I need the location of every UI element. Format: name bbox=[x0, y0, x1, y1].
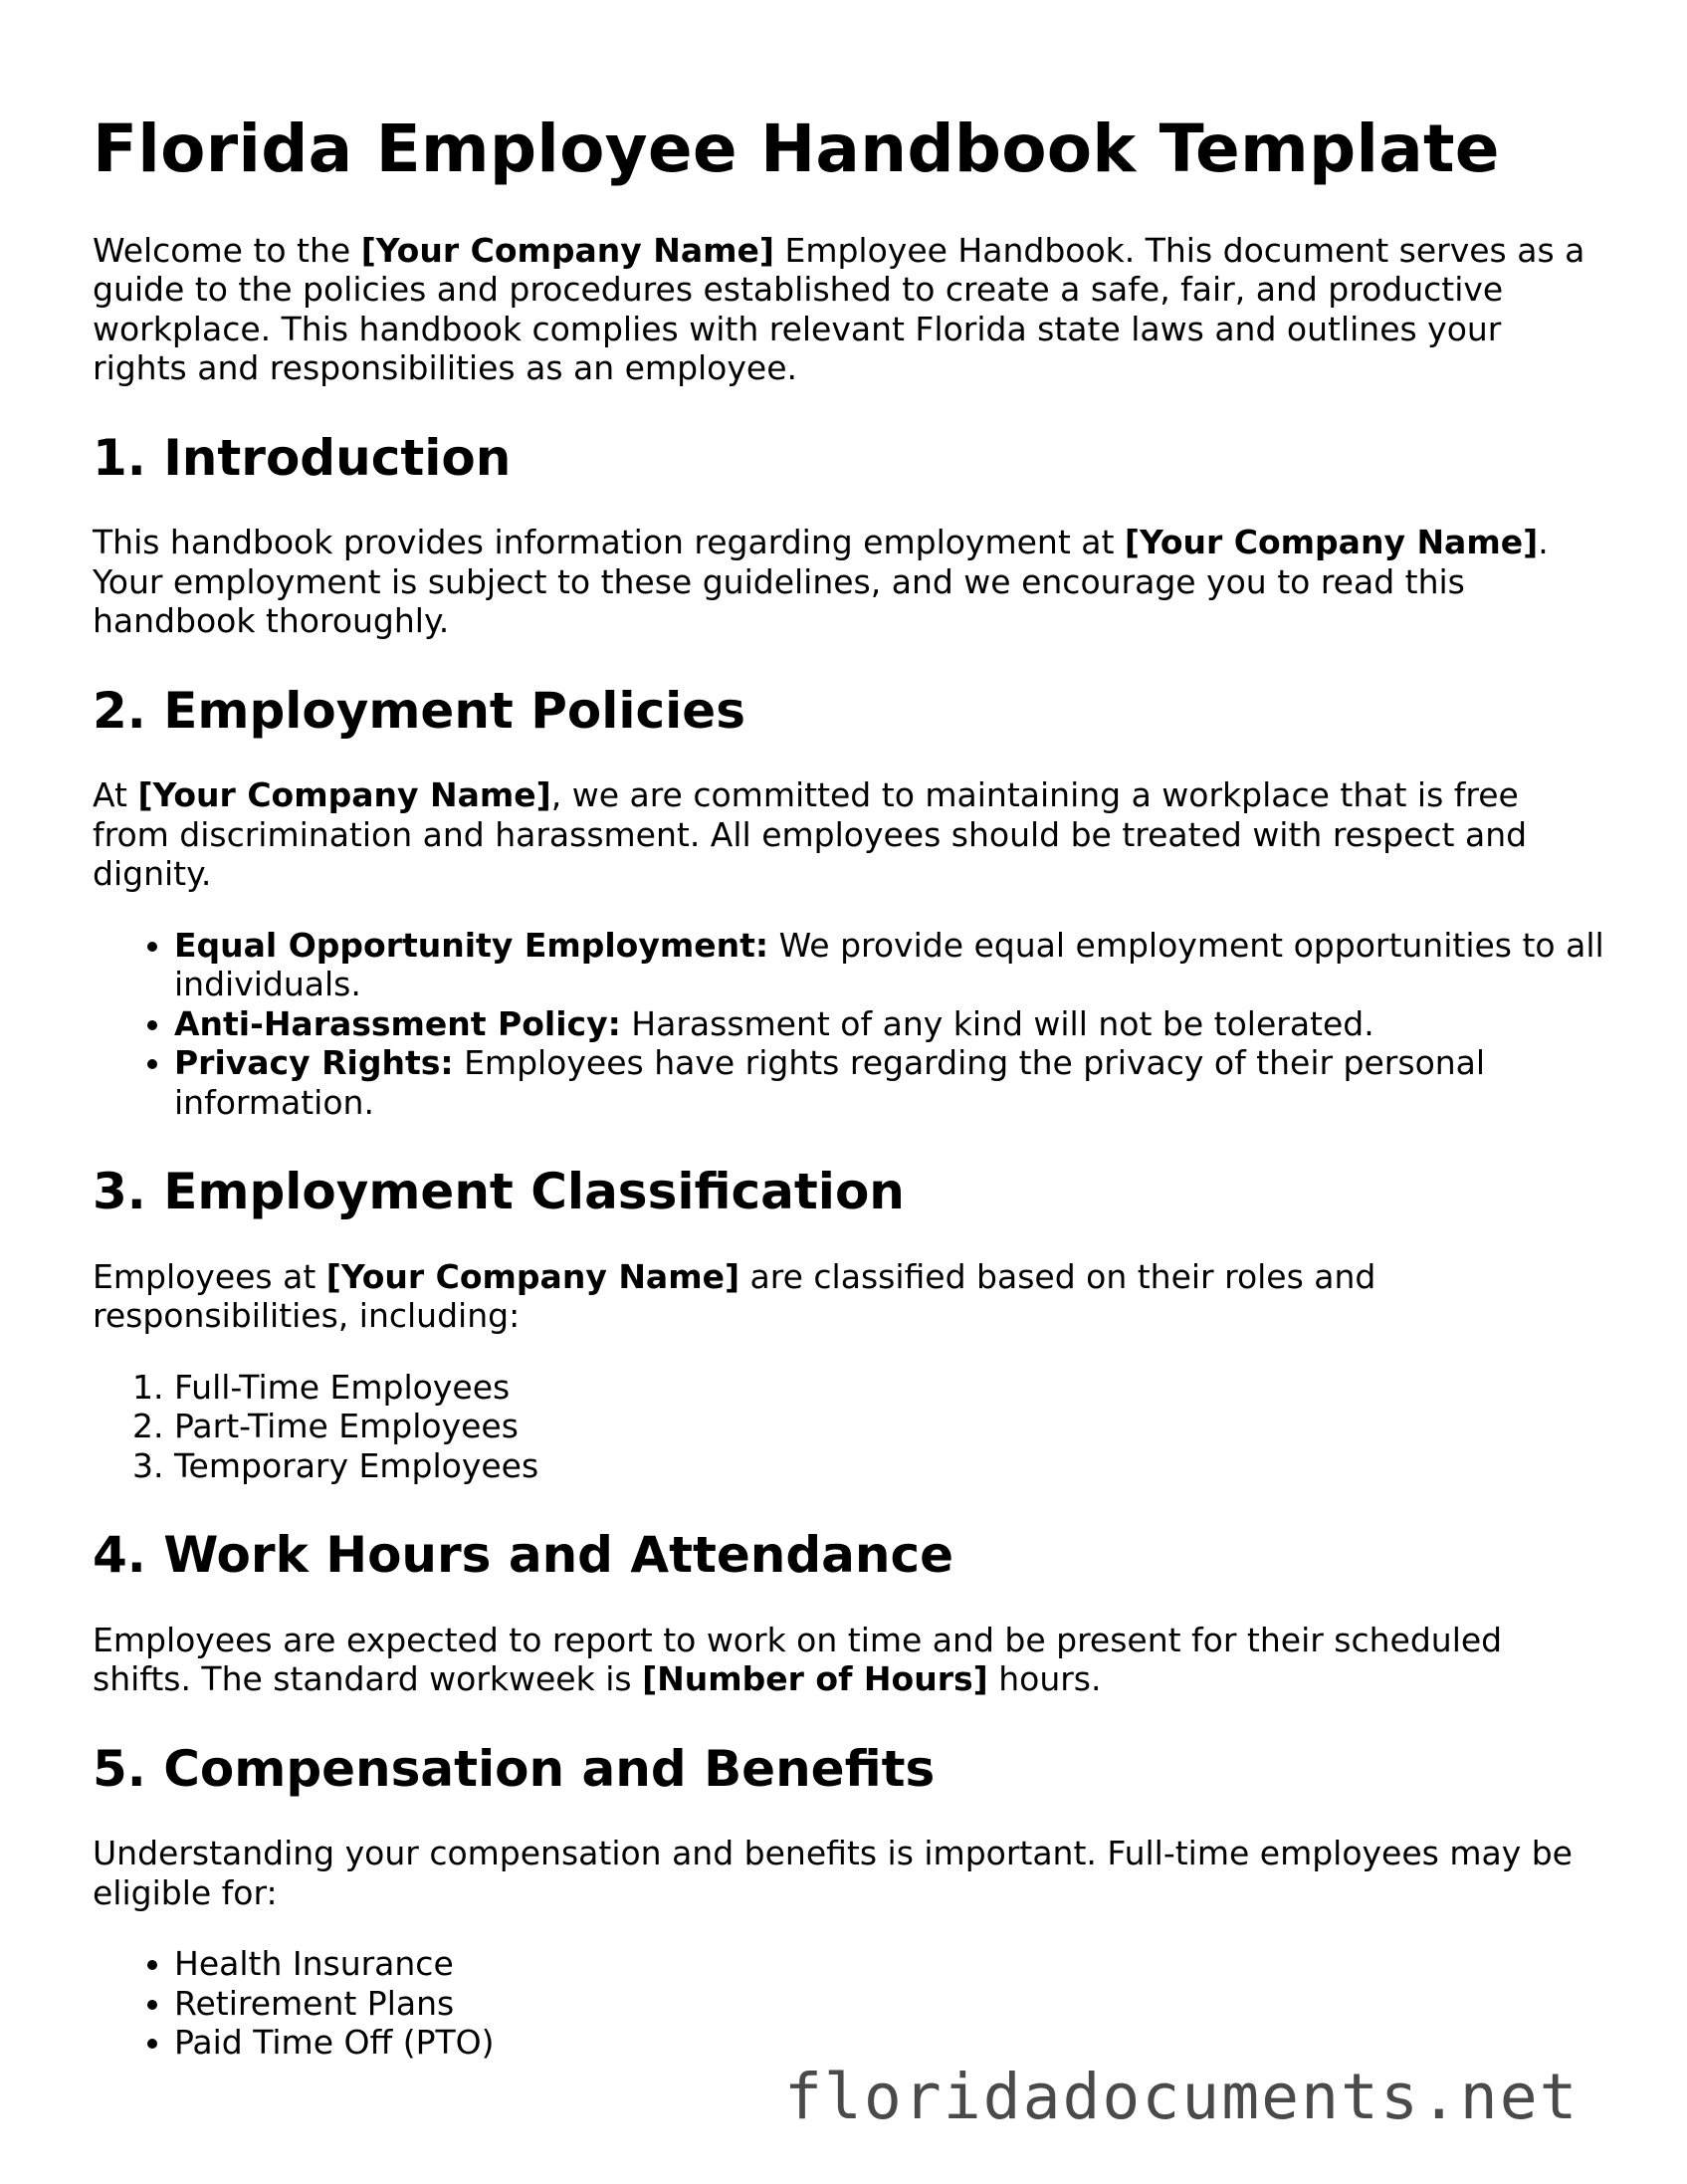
section-heading-compensation: 5. Compensation and Benefits bbox=[93, 1739, 936, 1798]
section-heading-hours: 4. Work Hours and Attendance bbox=[93, 1526, 954, 1585]
section-heading-policies: 2. Employment Policies bbox=[93, 681, 745, 740]
list-item: • Anti-Harassment Policy: Harassment of any kind will not be tolerated. bbox=[174, 1004, 1605, 1044]
company-placeholder: [Your Company Name] bbox=[325, 1256, 740, 1296]
company-placeholder: [Your Company Name] bbox=[360, 230, 774, 270]
list-item: 1. Full-Time Employees bbox=[174, 1368, 1605, 1408]
list-item: 2. Part-Time Employees bbox=[174, 1407, 1605, 1446]
section-heading-introduction: 1. Introduction bbox=[93, 428, 512, 487]
introduction-paragraph: This handbook provides information regarding employment at [Your Company Name]. Your employment is subject to these guidelines, and we encourage you to read this handbook thoroughly. bbox=[93, 523, 1549, 641]
watermark-text: floridadocuments.net bbox=[784, 2061, 1580, 2133]
company-placeholder: [Your Company Name] bbox=[137, 775, 551, 815]
list-item: • Equal Opportunity Employment: We provide equal employment opportunities to all individuals. bbox=[174, 926, 1605, 1004]
compensation-paragraph: Understanding your compensation and benefits is important. Full-time employees may be eligible for: bbox=[93, 1834, 1573, 1912]
list-item: • Retirement Plans bbox=[174, 1984, 1605, 2024]
list-item: 3. Temporary Employees bbox=[174, 1446, 1605, 1486]
list-item: • Health Insurance bbox=[174, 1944, 1605, 1984]
classification-list bbox=[93, 1368, 1605, 1486]
company-placeholder: [Your Company Name] bbox=[1124, 523, 1539, 562]
benefits-list bbox=[93, 1944, 1605, 2063]
intro-paragraph: Welcome to the [Your Company Name] Employee Handbook. This document serves as a guide to the policies and procedures established to create a safe, fair, and productive workplace. This handbook complies with relevant Florida state laws and outlines your rights and responsibilities as an employee. bbox=[93, 230, 1585, 388]
list-item: • Paid Time Off (PTO) bbox=[174, 2023, 1605, 2063]
section-heading-classification: 3. Employment Classification bbox=[93, 1163, 905, 1221]
hours-placeholder: [Number of Hours] bbox=[642, 1659, 988, 1699]
policies-paragraph: At [Your Company Name], we are committed to maintaining a workplace that is free from discrimination and harassment. All employees should be treated with respect and dignity. bbox=[93, 775, 1528, 894]
document-page bbox=[93, 111, 1605, 2063]
document-title: Florida Employee Handbook Template bbox=[93, 110, 1500, 187]
classification-paragraph: Employees at [Your Company Name] are classified based on their roles and responsibilities, including: bbox=[93, 1256, 1376, 1336]
list-item: • Privacy Rights: Employees have rights regarding the privacy of their personal information. bbox=[174, 1043, 1605, 1122]
policies-list bbox=[93, 926, 1605, 1123]
hours-paragraph: Employees are expected to report to work on time and be present for their scheduled shifts. The standard workweek is [Number of Hours] hours. bbox=[93, 1620, 1503, 1699]
